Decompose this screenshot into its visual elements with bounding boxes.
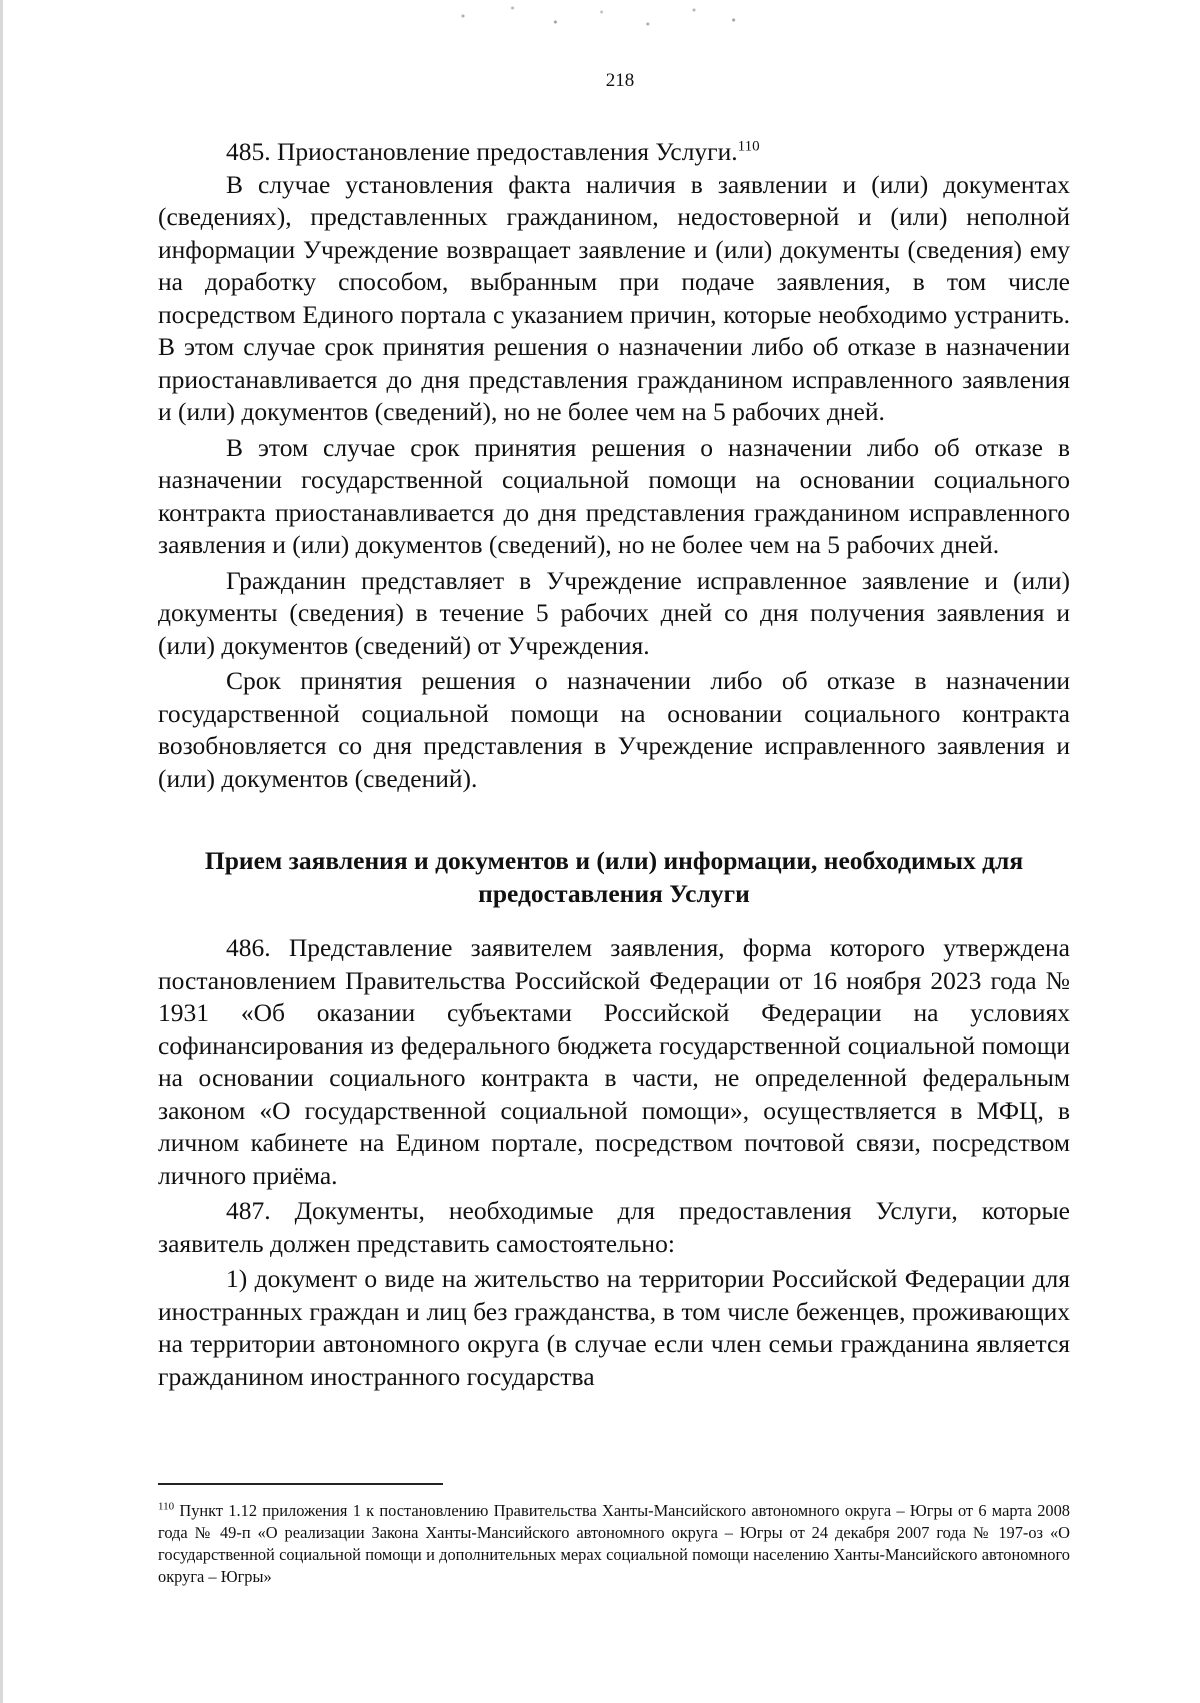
paragraph-485-2: В этом случае срок принятия решения о назначении либо об отказе в назначении государственной социальной помощи на основании социального контракта приостанавливается до дня представления гражданином исправленного заявления и (или) документов (сведений), но не более чем на 5 рабочих дней. xyxy=(158,432,1070,559)
section-485-title xyxy=(158,136,1070,169)
page-number: 218 xyxy=(605,70,635,91)
section-heading: Прием заявления и документов и (или) информации, необходимых для предоставления Услуги xyxy=(204,846,1024,908)
section-485-title-text: 485. Приостановление предоставления Услуги. xyxy=(226,137,738,166)
paragraph-485-4: Срок принятия решения о назначении либо об отказе в назначении государственной социальной помощи на основании социального контракта возобновляется со дня представления в Учреждение исправленного заявления и (или) документов (сведений). xyxy=(158,666,1070,793)
footnote-text: Пункт 1.12 приложения 1 к постановлению Правительства Ханты-Мансийского автономного округа – Югры от 6 марта 2008 года № 49-п «О реализации Закона Ханты-Мансийского автономного округа – Югры от 24 декабря 2007 года № 197-оз «О государственной социальной помощи и дополнительных мерах социальной помощи населению Ханты-Мансийского автономного округа – Югры» xyxy=(158,1501,1070,1586)
paragraph-485-1: В случае установления факта наличия в заявлении и (или) документах (сведениях), представленных гражданином, недостоверной и (или) неполной информации Учреждение возвращает заявление и (или) документы (сведения) ему на доработку способом, выбранным при подаче заявления, в том числе посредством Единого портала с указанием причин, которые необходимо устранить. В этом случае срок принятия решения о назначении либо об отказе в назначении приостанавливается до дня представления гражданином исправленного заявления и (или) документов (сведений), но не более чем на 5 рабочих дней. xyxy=(158,169,1070,426)
scan-left-edge xyxy=(0,0,3,1703)
paragraph-485-3: Гражданин представляет в Учреждение исправленное заявление и (или) документы (сведения) в течение 5 рабочих дней со дня получения заявления и (или) документов (сведений) от Учреждения. xyxy=(158,565,1070,660)
document-body xyxy=(158,136,1070,1393)
footnote-number: 110 xyxy=(158,1500,175,1513)
footnote-divider xyxy=(158,1483,443,1485)
paragraph-486: 486. Представление заявителем заявления, форма которого утверждена постановлением Правительства Российской Федерации от 16 ноября 2023 года № 1931 «Об оказании субъектами Российской Федерации на условиях софинансирования из федерального бюджета государственной социальной помощи на основании социального контракта в части, не определенной федеральным законом «О государственной социальной помощи», осуществляется в МФЦ, в личном кабинете на Едином портале, посредством почтовой связи, посредством личного приёма. xyxy=(158,933,1070,1190)
paragraph-487: 487. Документы, необходимые для предоставления Услуги, которые заявитель должен представить самостоятельно: xyxy=(158,1196,1070,1258)
list-item-1: 1) документ о виде на жительство на территории Российской Федерации для иностранных граждан и лиц без гражданства, в том числе беженцев, проживающих на территории автономного округа (в случае если член семьи гражданина является гражданином иностранного государства xyxy=(158,1264,1070,1391)
footnote xyxy=(158,1500,1070,1588)
scan-noise-stamp xyxy=(430,0,760,40)
footnote-reference[interactable]: 110 xyxy=(737,138,760,155)
